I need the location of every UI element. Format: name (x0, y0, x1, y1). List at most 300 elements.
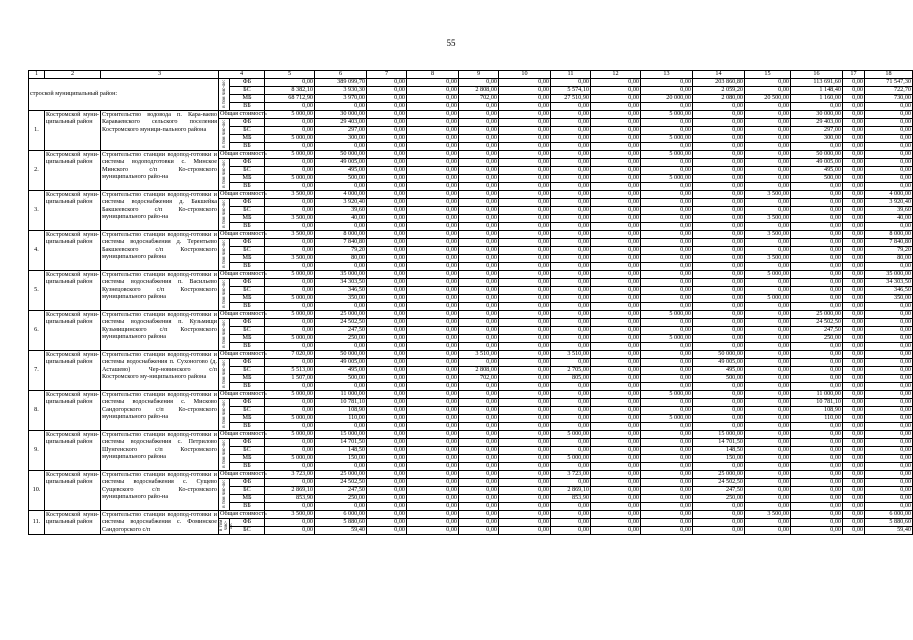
value-cell: 0,00 (865, 399, 913, 407)
value-cell: 0,00 (865, 127, 913, 135)
value-cell: 0,00 (459, 103, 499, 111)
column-number: 6 (315, 71, 367, 79)
fund-label: ФБ (230, 439, 265, 447)
value-cell: 0,00 (843, 95, 865, 103)
row-number: 5. (29, 271, 45, 311)
total-cost-label: Общая стоимость (220, 110, 267, 118)
value-cell: 0,00 (459, 439, 499, 447)
value-cell: 0,00 (407, 359, 459, 367)
value-cell: 0,00 (265, 519, 315, 527)
value-cell: 300,00 (791, 135, 843, 143)
fund-label: ФБ (230, 159, 265, 167)
value-cell: 0,00 (499, 495, 551, 503)
value-cell: 0,00 (551, 183, 591, 191)
value-cell: 0,00 (591, 471, 641, 479)
value-cell: 0,00 (407, 439, 459, 447)
value-cell: 500,00 (315, 175, 367, 183)
value-cell: 0,00 (693, 263, 745, 271)
value-cell: 0,00 (367, 495, 407, 503)
value-cell: 0,00 (459, 423, 499, 431)
value-cell: 297,00 (791, 127, 843, 135)
district-name: Костромской муни-ципальный район (45, 151, 101, 191)
value-cell: 0,00 (591, 439, 641, 447)
value-cell: 0,00 (551, 223, 591, 231)
value-cell: 0,00 (367, 447, 407, 455)
value-cell: 3 920,40 (865, 199, 913, 207)
value-cell: 0,00 (367, 487, 407, 495)
value-cell: 0,00 (499, 527, 551, 535)
value-cell: 0,00 (791, 423, 843, 431)
value-cell: 0,00 (693, 239, 745, 247)
value-cell: 25 000,00 (315, 471, 367, 479)
value-cell: 346,50 (315, 287, 367, 295)
value-cell: 0,00 (641, 439, 693, 447)
value-cell: 0,00 (367, 271, 407, 279)
value-cell: 0,00 (407, 95, 459, 103)
value-cell: 350,00 (865, 295, 913, 303)
column-number: 9 (459, 71, 499, 79)
value-cell: 0,00 (843, 327, 865, 335)
value-cell: 0,00 (499, 415, 551, 423)
value-cell: 0,00 (843, 119, 865, 127)
value-cell: 853,90 (551, 495, 591, 503)
value-cell: 0,00 (499, 479, 551, 487)
value-cell: 24 502,50 (315, 319, 367, 327)
value-cell: 0,00 (367, 191, 407, 199)
value-cell: 0,00 (843, 223, 865, 231)
value-cell: 0,00 (843, 255, 865, 263)
value-cell: 0,00 (865, 471, 913, 479)
value-cell: 0,00 (499, 519, 551, 527)
value-cell: 0,00 (367, 311, 407, 319)
fund-label: ФБ (230, 359, 265, 367)
value-cell: 0,00 (693, 503, 745, 511)
value-cell: 0,00 (641, 503, 693, 511)
value-cell: 0,00 (791, 295, 843, 303)
value-cell: 0,00 (865, 367, 913, 375)
value-cell: 0,00 (265, 503, 315, 511)
value-cell: 0,00 (591, 143, 641, 151)
value-cell: 5 000,00 (265, 135, 315, 143)
value-cell: 0,00 (791, 303, 843, 311)
value-cell: 0,00 (641, 79, 693, 87)
value-cell: 0,00 (315, 383, 367, 391)
value-cell: 0,00 (499, 199, 551, 207)
value-cell: 0,00 (641, 447, 693, 455)
value-cell: 247,50 (315, 487, 367, 495)
value-cell: 14 701,50 (315, 439, 367, 447)
value-cell: 4 000,00 (315, 191, 367, 199)
in-that-number-label (219, 79, 230, 111)
value-cell: 0,00 (745, 103, 791, 111)
value-cell: 0,00 (551, 279, 591, 287)
district-name: Костромской муни-ципальный район (45, 311, 101, 351)
in-that-number-label (219, 159, 230, 191)
value-cell: 0,00 (459, 295, 499, 303)
fund-label: МБ (230, 95, 265, 103)
value-cell: 0,00 (499, 327, 551, 335)
value-cell: 500,00 (693, 375, 745, 383)
value-cell: 0,00 (693, 303, 745, 311)
value-cell: 5 000,00 (265, 311, 315, 319)
value-cell: 0,00 (499, 447, 551, 455)
value-cell: 0,00 (745, 223, 791, 231)
value-cell: 27 510,90 (551, 95, 591, 103)
value-cell: 0,00 (265, 159, 315, 167)
fund-label: МБ (230, 375, 265, 383)
value-cell: 0,00 (367, 391, 407, 399)
value-cell: 0,00 (459, 495, 499, 503)
value-cell: 0,00 (367, 159, 407, 167)
value-cell: 0,00 (459, 431, 499, 439)
value-cell: 0,00 (641, 455, 693, 463)
project-description: Строительство станции водопод-готовки и системы водоснабжения с. Фоминское Сандогорского с/п (102, 511, 217, 533)
value-cell: 4 000,00 (865, 191, 913, 199)
vertical-label-text: в том чис-ле: (221, 399, 227, 428)
value-cell: 68 712,90 (265, 95, 315, 103)
value-cell: 0,00 (367, 431, 407, 439)
value-cell: 24 502,50 (315, 479, 367, 487)
value-cell: 500,00 (315, 375, 367, 383)
district-name: Костромской муни-ципальный район (45, 111, 101, 151)
value-cell: 0,00 (459, 255, 499, 263)
value-cell: 0,00 (791, 519, 843, 527)
value-cell: 0,00 (641, 103, 693, 111)
value-cell: 0,00 (591, 207, 641, 215)
value-cell: 0,00 (459, 503, 499, 511)
value-cell: 0,00 (843, 407, 865, 415)
summary-title: строской муниципальный район: (29, 79, 219, 111)
value-cell: 0,00 (641, 471, 693, 479)
value-cell: 0,00 (745, 367, 791, 375)
fund-label: БС (230, 407, 265, 415)
district-name: Костромской муни-ципальный район (45, 351, 101, 391)
vertical-label-text: в том чис-ле: (221, 199, 227, 228)
value-cell: 0,00 (843, 135, 865, 143)
value-cell: 0,00 (591, 111, 641, 119)
project-description: Строительство станции водопод-готовки и системы водоснабжения п. Кузьмищи Кузьмищинского с/п Костромского муниципального района (101, 311, 219, 351)
value-cell: 0,00 (591, 159, 641, 167)
value-cell: 0,00 (407, 167, 459, 175)
value-cell: 0,00 (551, 383, 591, 391)
value-cell: 0,00 (551, 343, 591, 351)
district-name: Костромской муни-ципальный район (45, 511, 101, 535)
value-cell: 0,00 (641, 223, 693, 231)
column-number: 11 (551, 71, 591, 79)
vertical-label-text: в том чис-ле: (219, 519, 234, 532)
value-cell: 71 547,30 (865, 79, 913, 87)
value-cell: 3 500,00 (745, 231, 791, 239)
value-cell: 0,00 (745, 519, 791, 527)
value-cell: 0,00 (745, 311, 791, 319)
value-cell: 0,00 (551, 247, 591, 255)
value-cell: 0,00 (499, 223, 551, 231)
value-cell: 0,00 (641, 167, 693, 175)
value-cell: 35 000,00 (315, 271, 367, 279)
value-cell: 0,00 (641, 239, 693, 247)
value-cell: 0,00 (745, 87, 791, 95)
fund-label: ВБ (230, 343, 265, 351)
value-cell: 0,00 (591, 511, 641, 519)
value-cell: 0,00 (693, 463, 745, 471)
value-cell: 0,00 (407, 423, 459, 431)
value-cell: 0,00 (693, 207, 745, 215)
value-cell: 0,00 (591, 351, 641, 359)
value-cell: 0,00 (843, 151, 865, 159)
value-cell: 0,00 (459, 279, 499, 287)
value-cell: 0,00 (407, 375, 459, 383)
value-cell: 0,00 (591, 519, 641, 527)
total-cost-label: Общая стоимость (220, 510, 267, 518)
value-cell: 0,00 (843, 431, 865, 439)
value-cell: 0,00 (499, 135, 551, 143)
value-cell: 0,00 (591, 527, 641, 535)
value-cell: 0,00 (499, 183, 551, 191)
value-cell: 5 000,00 (641, 415, 693, 423)
fund-label: МБ (230, 255, 265, 263)
value-cell: 0,00 (551, 479, 591, 487)
value-cell: 0,00 (791, 263, 843, 271)
value-cell: 0,00 (865, 375, 913, 383)
value-cell: 0,00 (865, 423, 913, 431)
value-cell: 0,00 (641, 343, 693, 351)
value-cell: 0,00 (745, 351, 791, 359)
value-cell: 0,00 (791, 223, 843, 231)
value-cell: 25 000,00 (315, 311, 367, 319)
value-cell: 3 723,00 (265, 471, 315, 479)
value-cell: 0,00 (499, 311, 551, 319)
value-cell: 0,00 (591, 311, 641, 319)
value-cell: 0,00 (865, 439, 913, 447)
value-cell: 0,00 (843, 511, 865, 519)
fund-label: МБ (230, 215, 265, 223)
value-cell: 0,00 (367, 471, 407, 479)
value-cell: 495,00 (315, 167, 367, 175)
value-cell: 0,00 (265, 383, 315, 391)
column-number: 12 (591, 71, 641, 79)
value-cell: 0,00 (693, 519, 745, 527)
column-number: 5 (265, 71, 315, 79)
value-cell: 0,00 (591, 343, 641, 351)
value-cell: 250,00 (315, 335, 367, 343)
value-cell: 0,00 (459, 127, 499, 135)
value-cell: 0,00 (865, 159, 913, 167)
value-cell: 0,00 (591, 239, 641, 247)
value-cell: 0,00 (407, 303, 459, 311)
value-cell: 0,00 (407, 351, 459, 359)
value-cell: 0,00 (693, 511, 745, 519)
value-cell: 0,00 (791, 199, 843, 207)
value-cell: 0,00 (459, 175, 499, 183)
value-cell: 0,00 (591, 415, 641, 423)
table-row (29, 111, 913, 119)
value-cell: 0,00 (693, 407, 745, 415)
value-cell: 0,00 (745, 527, 791, 535)
value-cell: 0,00 (407, 295, 459, 303)
fund-label: ВБ (230, 183, 265, 191)
value-cell: 0,00 (367, 503, 407, 511)
value-cell: 0,00 (551, 359, 591, 367)
table-row (29, 231, 913, 239)
value-cell: 0,00 (367, 175, 407, 183)
fund-label: ВБ (230, 143, 265, 151)
column-number: 4 (219, 71, 265, 79)
value-cell: 5 880,60 (315, 519, 367, 527)
value-cell: 150,00 (315, 455, 367, 463)
value-cell: 0,00 (791, 239, 843, 247)
total-cost-label: Общая стоимость (220, 310, 267, 318)
value-cell: 0,00 (843, 207, 865, 215)
value-cell: 0,00 (641, 199, 693, 207)
value-cell: 3 500,00 (265, 191, 315, 199)
value-cell: 0,00 (791, 207, 843, 215)
value-cell: 0,00 (499, 431, 551, 439)
value-cell: 3 920,40 (315, 199, 367, 207)
value-cell: 0,00 (407, 511, 459, 519)
value-cell: 0,00 (315, 183, 367, 191)
value-cell: 0,00 (791, 439, 843, 447)
value-cell: 0,00 (591, 391, 641, 399)
value-cell: 0,00 (591, 151, 641, 159)
value-cell: 0,00 (407, 455, 459, 463)
value-cell: 0,00 (745, 471, 791, 479)
total-cost-label: Общая стоимость (220, 470, 267, 478)
value-cell: 3 500,00 (265, 231, 315, 239)
value-cell: 0,00 (693, 311, 745, 319)
value-cell: 250,00 (315, 495, 367, 503)
value-cell: 20 500,00 (745, 95, 791, 103)
value-cell: 0,00 (591, 231, 641, 239)
value-cell: 0,00 (367, 79, 407, 87)
value-cell: 3 500,00 (745, 255, 791, 263)
in-that-number-label (219, 279, 230, 311)
in-that-number-label (219, 239, 230, 271)
value-cell: 0,00 (641, 423, 693, 431)
value-cell: 0,00 (265, 439, 315, 447)
value-cell: 0,00 (745, 415, 791, 423)
value-cell: 0,00 (407, 199, 459, 207)
value-cell: 49 005,00 (315, 359, 367, 367)
value-cell: 0,00 (591, 335, 641, 343)
value-cell: 0,00 (367, 263, 407, 271)
fund-label: МБ (230, 135, 265, 143)
value-cell: 0,00 (745, 159, 791, 167)
value-cell: 0,00 (407, 215, 459, 223)
value-cell: 0,00 (591, 495, 641, 503)
value-cell: 0,00 (591, 247, 641, 255)
fund-label: МБ (230, 295, 265, 303)
value-cell: 0,00 (367, 183, 407, 191)
value-cell: 3 723,00 (551, 471, 591, 479)
value-cell: 0,00 (459, 271, 499, 279)
row-number: 2. (29, 151, 45, 191)
total-cost-label: Общая стоимость (220, 230, 267, 238)
value-cell: 0,00 (407, 343, 459, 351)
value-cell: 0,00 (745, 343, 791, 351)
value-cell: 24 502,50 (693, 479, 745, 487)
fund-label: БС (230, 327, 265, 335)
fund-label: МБ (230, 415, 265, 423)
value-cell: 0,00 (865, 359, 913, 367)
value-cell: 0,00 (641, 351, 693, 359)
row-number: 11. (29, 511, 45, 535)
value-cell: 0,00 (591, 223, 641, 231)
in-that-number-label (219, 399, 230, 431)
value-cell: 0,00 (843, 303, 865, 311)
value-cell: 0,00 (459, 455, 499, 463)
value-cell: 0,00 (865, 175, 913, 183)
value-cell: 0,00 (367, 463, 407, 471)
value-cell: 0,00 (641, 287, 693, 295)
value-cell: 0,00 (745, 327, 791, 335)
value-cell: 0,00 (551, 175, 591, 183)
value-cell: 0,00 (551, 103, 591, 111)
project-description: Строительство станции водопод-готовки и системы водоподготовки с. Минское Минского с/п Ко-стромского муниципального райо-на (101, 151, 219, 191)
value-cell: 35 000,00 (865, 271, 913, 279)
value-cell: 0,00 (843, 247, 865, 255)
value-cell: 0,00 (499, 487, 551, 495)
value-cell: 0,00 (843, 359, 865, 367)
value-cell: 0,00 (641, 127, 693, 135)
value-cell: 0,00 (551, 119, 591, 127)
value-cell: 0,00 (591, 287, 641, 295)
value-cell: 0,00 (693, 247, 745, 255)
value-cell: 0,00 (745, 391, 791, 399)
value-cell: 34 303,50 (865, 279, 913, 287)
row-number: 1. (29, 111, 45, 151)
value-cell: 50 000,00 (791, 151, 843, 159)
value-cell: 49 005,00 (791, 159, 843, 167)
value-cell: 0,00 (791, 527, 843, 535)
value-cell: 0,00 (865, 311, 913, 319)
value-cell: 0,00 (745, 247, 791, 255)
value-cell: 15 000,00 (315, 431, 367, 439)
value-cell: 0,00 (843, 191, 865, 199)
value-cell: 0,00 (265, 199, 315, 207)
value-cell: 0,00 (499, 127, 551, 135)
summary-row (29, 79, 913, 87)
value-cell: 0,00 (407, 111, 459, 119)
value-cell: 0,00 (591, 423, 641, 431)
value-cell: 0,00 (693, 223, 745, 231)
value-cell: 29 403,00 (791, 119, 843, 127)
table-row (29, 191, 913, 199)
value-cell: 0,00 (865, 167, 913, 175)
value-cell: 0,00 (551, 423, 591, 431)
value-cell: 0,00 (407, 159, 459, 167)
value-cell: 7 840,80 (315, 239, 367, 247)
value-cell: 0,00 (265, 279, 315, 287)
value-cell: 0,00 (551, 135, 591, 143)
value-cell: 0,00 (499, 175, 551, 183)
value-cell: 0,00 (745, 479, 791, 487)
value-cell: 0,00 (745, 359, 791, 367)
total-cost-label: Общая стоимость (220, 270, 267, 278)
fund-label: БС (230, 527, 265, 535)
value-cell: 0,00 (459, 447, 499, 455)
value-cell: 0,00 (551, 511, 591, 519)
value-cell: 3 500,00 (265, 511, 315, 519)
value-cell: 0,00 (367, 359, 407, 367)
value-cell: 0,00 (745, 455, 791, 463)
value-cell: 0,00 (551, 151, 591, 159)
value-cell: 5 000,00 (745, 271, 791, 279)
value-cell: 0,00 (499, 95, 551, 103)
value-cell: 805,00 (551, 375, 591, 383)
value-cell: 0,00 (843, 343, 865, 351)
value-cell: 0,00 (745, 111, 791, 119)
value-cell: 5 574,10 (551, 87, 591, 95)
